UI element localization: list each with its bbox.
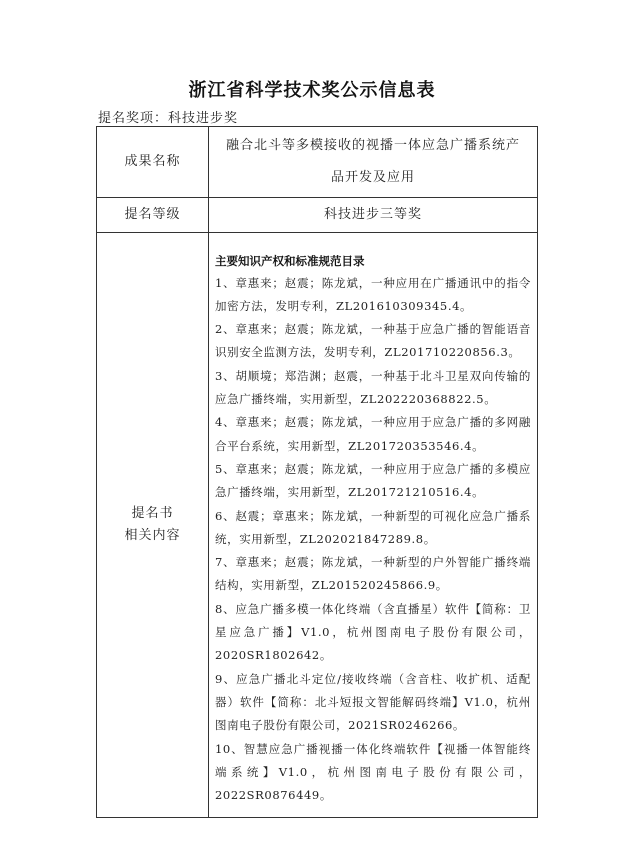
list-item: 2、章惠来；赵震；陈龙斌，一种基于应急广播的智能语音识别安全监测方法，发明专利，ZL201710220856.3。 xyxy=(215,322,531,360)
row-label-level: 提名等级 xyxy=(97,198,209,233)
list-item: 9、应急广播北斗定位/接收终端（含音柱、收扩机、适配器）软件【简称：北斗短报文智能解码终端】V1.0，杭州图南电子股份有限公司，2021SR0246266。 xyxy=(215,671,531,733)
list-item: 6、赵震；章惠来；陈龙斌，一种新型的可视化应急广播系统，实用新型，ZL202021847289.8。 xyxy=(215,508,531,546)
list-item: 7、章惠来；赵震；陈龙斌，一种新型的户外智能广播终端结构，实用新型，ZL201520245866.9。 xyxy=(215,555,531,593)
award-category: 提名奖项：科技进步奖 xyxy=(98,111,239,126)
content-heading: 主要知识产权和标准规范目录 xyxy=(215,253,365,268)
achievement-name: 融合北斗等多模接收的视播一体应急广播系统产品开发及应用 xyxy=(209,127,538,198)
document-title: 浙江省科学技术奖公示信息表 xyxy=(188,80,436,101)
info-table xyxy=(96,126,538,818)
list-item: 5、章惠来；赵震；陈龙斌，一种应用于应急广播的多模应急广播终端，实用新型，ZL201721210516.4。 xyxy=(215,461,531,500)
list-item: 1、章惠来；赵震；陈龙斌，一种应用在广播通讯中的指令加密方法，发明专利，ZL201610309345.4。 xyxy=(215,275,531,313)
nomination-level: 科技进步三等奖 xyxy=(209,198,538,233)
content-cell xyxy=(209,233,538,818)
list-item: 10、智慧应急广播视播一体化终端软件【视播一体智能终端系统】V1.0，杭州图南电子股份有限公司，2022SR0876449。 xyxy=(215,741,531,803)
content-list xyxy=(209,243,537,808)
row-label-achievement: 成果名称 xyxy=(97,127,209,198)
table-row xyxy=(97,233,538,818)
list-item: 3、胡顺境；郑浩渊；赵震，一种基于北斗卫星双向传输的应急广播终端，实用新型，ZL202220368822.5。 xyxy=(215,368,531,407)
list-item: 4、章惠来；赵震；陈龙斌，一种应用于应急广播的多网融合平台系统，实用新型，ZL201720353546.4。 xyxy=(215,415,531,453)
content-label-line-1: 提名书 xyxy=(131,506,174,521)
list-item: 8、应急广播多模一体化终端（含直播星）软件【简称：卫星应急广播】V1.0，杭州图南电子股份有限公司，2020SR1802642。 xyxy=(215,601,531,663)
table-row xyxy=(97,198,538,233)
row-label-content xyxy=(97,233,209,818)
table-row xyxy=(97,127,538,198)
content-label-line-2: 相关内容 xyxy=(124,528,181,543)
